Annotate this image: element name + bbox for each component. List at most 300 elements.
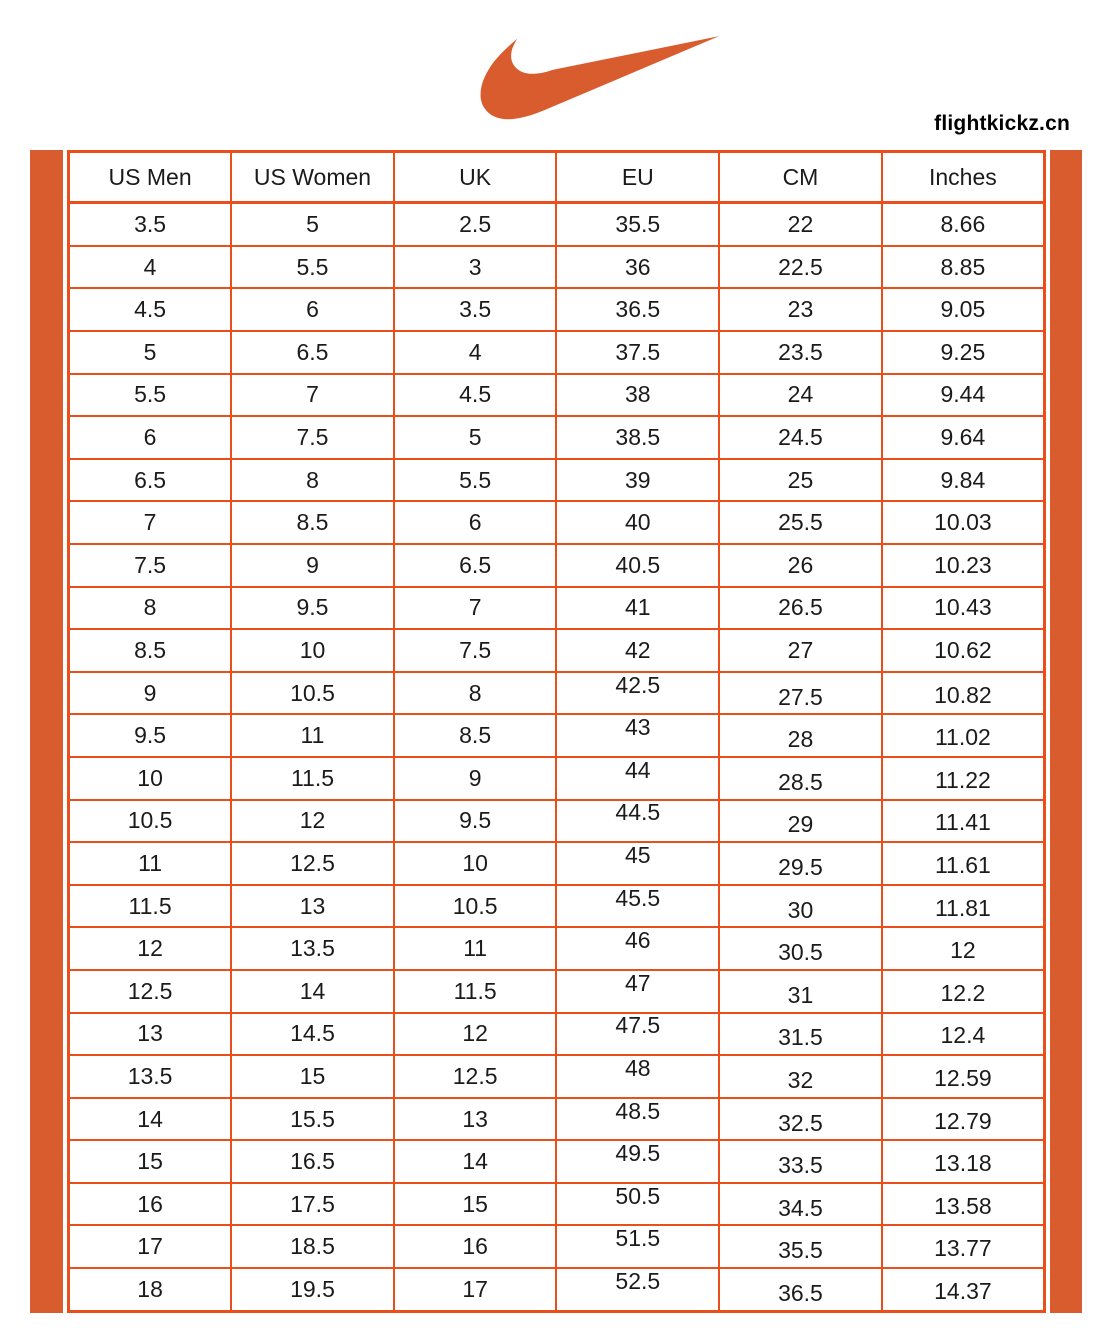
table-cell (719, 1183, 882, 1226)
table-row (69, 587, 1045, 630)
table-cell (556, 331, 719, 374)
cell-value: 7.5 (459, 636, 492, 663)
cell-value: 28 (787, 726, 814, 753)
cell-value: 12 (462, 1020, 488, 1047)
cell-value: 11.5 (453, 977, 497, 1004)
table-cell (69, 714, 232, 757)
table-cell (69, 800, 232, 843)
cell-value: 14 (299, 977, 326, 1004)
table-cell (231, 587, 394, 630)
cell-value: 5 (306, 210, 319, 237)
table-row (69, 459, 1045, 502)
table-cell (882, 1268, 1045, 1311)
cell-value: 9.44 (940, 381, 986, 408)
cell-value: 8.5 (134, 636, 167, 663)
table-cell (719, 1013, 882, 1056)
table-cell (394, 288, 557, 331)
cell-value: 36.5 (778, 1280, 823, 1307)
cell-value: 9.5 (296, 594, 329, 621)
cell-value: 7 (143, 509, 157, 536)
cell-value: 38 (625, 381, 651, 408)
table-cell (394, 757, 557, 800)
cell-value: 37.5 (615, 338, 661, 365)
cell-value: 17 (137, 1233, 163, 1260)
cell-value: 7.5 (296, 424, 329, 450)
cell-value: 19.5 (290, 1276, 335, 1303)
table-cell (556, 288, 719, 331)
table-cell (69, 885, 232, 928)
table-cell (69, 1013, 232, 1056)
cell-value: 7.5 (134, 551, 167, 578)
table-cell (719, 927, 882, 970)
cell-value: 9 (306, 551, 319, 578)
table-cell (394, 1098, 557, 1141)
cell-value: 11.61 (934, 851, 991, 878)
table-cell (69, 459, 232, 502)
table-cell (556, 374, 719, 417)
table-cell (231, 1098, 394, 1141)
cell-value: 10 (462, 849, 488, 876)
cell-value: 24 (787, 381, 814, 408)
table-cell (394, 544, 557, 587)
size-table (67, 150, 1046, 1313)
table-cell (556, 203, 719, 246)
table-row (69, 970, 1045, 1013)
table-cell (882, 501, 1045, 544)
cell-value: 13 (299, 892, 326, 919)
cell-value: 3.5 (134, 210, 167, 237)
table-cell (556, 459, 719, 502)
table-cell (882, 331, 1045, 374)
cell-value: 48.5 (615, 1097, 661, 1124)
table-cell (69, 331, 232, 374)
table-cell (882, 459, 1045, 502)
cell-value: 12.5 (127, 977, 173, 1004)
table-cell (719, 1140, 882, 1183)
cell-value: 10.23 (934, 551, 992, 578)
table-cell (394, 714, 557, 757)
table-cell (394, 331, 557, 374)
cell-value: 4 (143, 253, 157, 280)
cell-value: 5.5 (296, 253, 329, 280)
table-cell (556, 1183, 719, 1226)
cell-value: 6 (306, 296, 319, 323)
table-cell (69, 246, 232, 289)
cell-value: 13.5 (127, 1062, 173, 1089)
table-cell (882, 1098, 1045, 1141)
cell-value: 5 (143, 338, 157, 365)
table-row (69, 1268, 1045, 1311)
table-cell (69, 757, 232, 800)
table-cell (719, 629, 882, 672)
cell-value: 11.41 (934, 809, 991, 836)
cell-value: 14.37 (934, 1278, 992, 1305)
table-cell (231, 714, 394, 757)
right-accent-bar (1050, 150, 1082, 1313)
table-cell (882, 1225, 1045, 1268)
table-cell (719, 416, 882, 459)
table-cell (882, 629, 1045, 672)
table-cell (556, 927, 719, 970)
table-cell (394, 629, 557, 672)
column-header: Inches (882, 152, 1045, 203)
cell-value: 22 (787, 210, 814, 237)
cell-value: 9 (143, 679, 157, 706)
cell-value: 11 (463, 935, 488, 962)
left-accent-bar (30, 150, 63, 1313)
table-cell (719, 459, 882, 502)
table-cell (231, 416, 394, 459)
table-cell (394, 1225, 557, 1268)
cell-value: 7 (306, 381, 319, 408)
table-cell (69, 288, 232, 331)
table-row (69, 714, 1045, 757)
cell-value: 16.5 (290, 1148, 335, 1175)
cell-value: 9.84 (940, 466, 986, 493)
table-cell (231, 757, 394, 800)
table-cell (231, 288, 394, 331)
table-cell (69, 587, 232, 630)
cell-value: 15 (462, 1190, 488, 1217)
table-cell (882, 800, 1045, 843)
table-cell (719, 1055, 882, 1098)
table-cell (556, 842, 719, 885)
cell-value: 50.5 (615, 1182, 661, 1209)
cell-value: 8 (143, 594, 157, 621)
cell-value: 8 (468, 679, 482, 706)
header-row (69, 152, 1045, 203)
cell-value: 43 (625, 714, 651, 741)
cell-value: 8.5 (459, 722, 492, 749)
table-cell (882, 544, 1045, 587)
cell-value: 41 (625, 594, 651, 621)
cell-value: 2.5 (459, 210, 492, 237)
table-cell (69, 1183, 232, 1226)
table-cell (394, 587, 557, 630)
cell-value: 8.85 (940, 253, 986, 280)
cell-value: 46 (625, 927, 651, 954)
table-cell (882, 757, 1045, 800)
cell-value: 11.22 (934, 766, 991, 793)
site-watermark: flightkickz.cn (934, 112, 1070, 135)
table-cell (394, 246, 557, 289)
table-row (69, 501, 1045, 544)
table-cell (882, 885, 1045, 928)
table-row (69, 757, 1045, 800)
cell-value: 11.5 (290, 764, 335, 791)
cell-value: 45.5 (615, 884, 661, 911)
table-cell (882, 416, 1045, 459)
table-cell (69, 1225, 232, 1268)
table-cell (231, 246, 394, 289)
cell-value: 26 (787, 551, 814, 578)
table-cell (394, 374, 557, 417)
table-cell (231, 1013, 394, 1056)
cell-value: 12 (299, 807, 326, 834)
cell-value: 18.5 (290, 1233, 335, 1260)
cell-value: 35.5 (778, 1237, 823, 1264)
table-cell (69, 1268, 232, 1311)
column-header: CM (719, 152, 882, 203)
table-cell (69, 842, 232, 885)
column-header: EU (556, 152, 719, 203)
table-cell (719, 374, 882, 417)
table-cell (882, 1055, 1045, 1098)
table-cell (882, 970, 1045, 1013)
table-cell (556, 1055, 719, 1098)
cell-value: 52.5 (615, 1268, 661, 1295)
size-chart (30, 150, 1082, 1313)
table-cell (882, 288, 1045, 331)
table-row (69, 1013, 1045, 1056)
cell-value: 16 (137, 1190, 163, 1217)
cell-value: 49.5 (615, 1140, 661, 1167)
table-cell (69, 416, 232, 459)
table-cell (556, 970, 719, 1013)
cell-value: 13.58 (934, 1192, 992, 1219)
cell-value: 10.5 (452, 892, 498, 919)
cell-value: 9.5 (134, 722, 167, 749)
table-cell (556, 1268, 719, 1311)
table-cell (556, 672, 719, 715)
table-cell (69, 544, 232, 587)
cell-value: 33.5 (778, 1152, 823, 1179)
cell-value: 40 (625, 509, 651, 536)
cell-value: 9 (468, 764, 482, 791)
cell-value: 7 (468, 594, 482, 621)
table-cell (719, 1098, 882, 1141)
cell-value: 13.5 (290, 935, 335, 962)
table-cell (394, 1140, 557, 1183)
table-row (69, 629, 1045, 672)
table-cell (719, 331, 882, 374)
cell-value: 27 (787, 636, 814, 663)
cell-value: 39 (625, 466, 651, 493)
cell-value: 4 (468, 338, 482, 365)
cell-value: 3 (468, 253, 482, 280)
cell-value: 42 (625, 636, 651, 663)
table-cell (882, 842, 1045, 885)
cell-value: 6.5 (296, 338, 329, 365)
table-cell (556, 1098, 719, 1141)
table-row (69, 203, 1045, 246)
cell-value: 12.4 (940, 1022, 986, 1049)
table-cell (231, 842, 394, 885)
table-cell (556, 757, 719, 800)
cell-value: 47.5 (615, 1012, 661, 1039)
cell-value: 10.03 (934, 509, 992, 536)
table-cell (719, 246, 882, 289)
cell-value: 48 (625, 1055, 651, 1081)
table-cell (882, 927, 1045, 970)
table-cell (69, 374, 232, 417)
table-cell (719, 842, 882, 885)
table-row (69, 246, 1045, 289)
cell-value: 6 (143, 424, 157, 450)
cell-value: 9.64 (940, 424, 986, 450)
cell-value: 11.5 (128, 892, 172, 919)
cell-value: 23.5 (778, 338, 823, 365)
table-cell (556, 501, 719, 544)
cell-value: 25.5 (778, 509, 823, 536)
table-cell (69, 629, 232, 672)
cell-value: 8.5 (296, 509, 329, 536)
cell-value: 29 (787, 811, 814, 838)
cell-value: 31 (787, 981, 814, 1008)
cell-value: 27.5 (778, 683, 823, 710)
table-cell (719, 970, 882, 1013)
table-cell (69, 1055, 232, 1098)
cell-value: 4.5 (459, 381, 492, 408)
table-cell (556, 885, 719, 928)
table-cell (882, 1140, 1045, 1183)
table-cell (394, 885, 557, 928)
table-cell (394, 416, 557, 459)
table-cell (719, 885, 882, 928)
table-cell (556, 629, 719, 672)
table-cell (231, 970, 394, 1013)
table-cell (556, 1225, 719, 1268)
table-cell (394, 1183, 557, 1226)
column-header: UK (394, 152, 557, 203)
cell-value: 5.5 (459, 466, 492, 493)
table-cell (556, 800, 719, 843)
cell-value: 31.5 (778, 1024, 823, 1051)
cell-value: 24.5 (778, 424, 823, 450)
cell-value: 9.05 (940, 296, 986, 323)
table-cell (719, 288, 882, 331)
table-cell (394, 842, 557, 885)
table-cell (556, 1140, 719, 1183)
cell-value: 29.5 (778, 853, 823, 880)
cell-value: 16 (462, 1233, 488, 1260)
table-row (69, 1183, 1045, 1226)
cell-value: 8 (306, 466, 319, 493)
cell-value: 34.5 (778, 1194, 823, 1221)
table-cell (69, 970, 232, 1013)
cell-value: 8.66 (940, 210, 986, 237)
cell-value: 11.81 (934, 894, 991, 921)
table-row (69, 842, 1045, 885)
table-cell (69, 672, 232, 715)
table-cell (882, 672, 1045, 715)
table-cell (394, 1055, 557, 1098)
cell-value: 15 (299, 1062, 326, 1089)
table-row (69, 544, 1045, 587)
cell-value: 13.77 (934, 1235, 992, 1262)
cell-value: 17.5 (290, 1190, 335, 1217)
table-cell (231, 374, 394, 417)
cell-value: 12.79 (934, 1107, 992, 1134)
table-cell (719, 672, 882, 715)
table-cell (556, 416, 719, 459)
table-cell (882, 1013, 1045, 1056)
table-row (69, 885, 1045, 928)
column-header: US Women (231, 152, 394, 203)
table-cell (719, 203, 882, 246)
table-cell (882, 246, 1045, 289)
cell-value: 10 (299, 636, 326, 663)
cell-value: 9.5 (459, 807, 492, 834)
cell-value: 11 (138, 849, 163, 876)
table-cell (719, 714, 882, 757)
table-cell (556, 714, 719, 757)
cell-value: 13 (137, 1020, 163, 1047)
cell-value: 23 (787, 296, 814, 323)
cell-value: 17 (462, 1276, 488, 1303)
table-cell (394, 1268, 557, 1311)
table-cell (231, 501, 394, 544)
cell-value: 10 (137, 764, 163, 791)
cell-value: 32 (787, 1066, 814, 1093)
table-cell (719, 1268, 882, 1311)
table-cell (394, 970, 557, 1013)
cell-value: 5 (468, 424, 482, 450)
table-cell (719, 501, 882, 544)
cell-value: 3.5 (459, 296, 492, 323)
table-cell (719, 800, 882, 843)
cell-value: 36.5 (615, 296, 661, 323)
cell-value: 38.5 (615, 424, 661, 450)
table-cell (69, 1140, 232, 1183)
cell-value: 15 (137, 1148, 163, 1175)
table-cell (231, 203, 394, 246)
table-cell (69, 1098, 232, 1141)
table-cell (231, 544, 394, 587)
cell-value: 11 (300, 722, 325, 749)
table-cell (556, 246, 719, 289)
cell-value: 15.5 (290, 1105, 335, 1132)
table-cell (231, 800, 394, 843)
cell-value: 28.5 (778, 768, 823, 795)
cell-value: 10.5 (127, 807, 173, 834)
cell-value: 12 (950, 937, 976, 964)
cell-value: 45 (625, 842, 651, 868)
table-cell (394, 672, 557, 715)
cell-value: 44 (625, 756, 651, 783)
cell-value: 6.5 (459, 551, 492, 578)
cell-value: 32.5 (778, 1109, 823, 1136)
cell-value: 36 (625, 253, 651, 280)
table-cell (556, 1013, 719, 1056)
cell-value: 14 (462, 1148, 488, 1175)
table-cell (394, 501, 557, 544)
table-row (69, 1140, 1045, 1183)
cell-value: 13.18 (934, 1150, 992, 1177)
cell-value: 35.5 (615, 210, 661, 237)
table-cell (231, 629, 394, 672)
cell-value: 14 (137, 1105, 163, 1132)
cell-value: 10.5 (290, 679, 335, 706)
cell-value: 12.5 (290, 849, 335, 876)
table-cell (556, 544, 719, 587)
table-body (69, 203, 1045, 1312)
table-row (69, 927, 1045, 970)
table-cell (231, 927, 394, 970)
table-cell (882, 1183, 1045, 1226)
table-header (69, 152, 1045, 203)
table-cell (231, 1055, 394, 1098)
table-cell (69, 203, 232, 246)
table-cell (882, 587, 1045, 630)
table-cell (69, 501, 232, 544)
cell-value: 25 (787, 466, 814, 493)
cell-value: 6 (468, 509, 482, 536)
cell-value: 18 (137, 1276, 163, 1303)
table-row (69, 374, 1045, 417)
cell-value: 42.5 (615, 671, 661, 698)
table-cell (231, 1183, 394, 1226)
